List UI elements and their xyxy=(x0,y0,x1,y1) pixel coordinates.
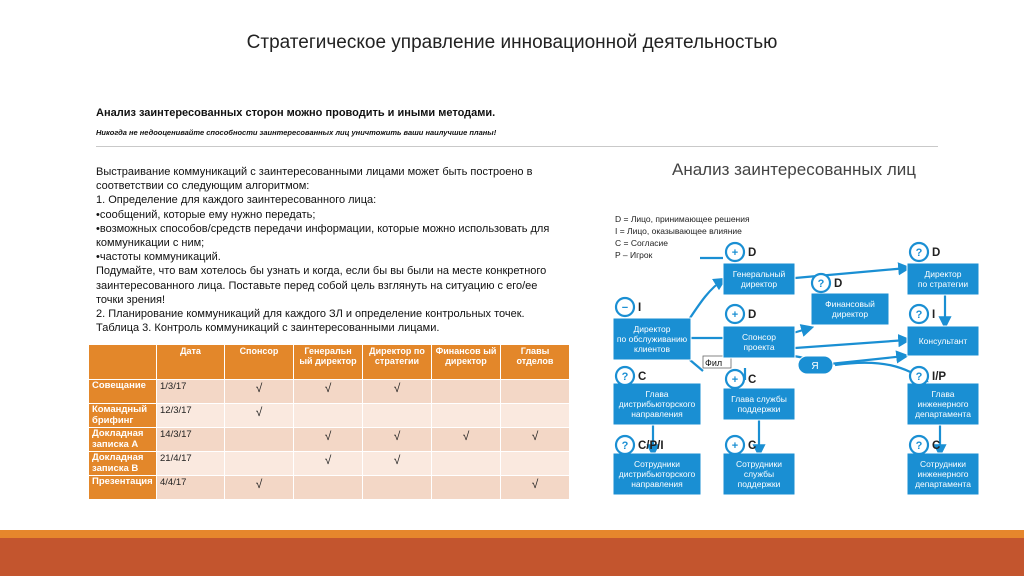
node-label: направления xyxy=(631,479,683,489)
table-row xyxy=(89,476,570,500)
node-label: направления xyxy=(631,409,683,419)
row-header: Докладная записка А xyxy=(89,428,157,452)
node-label: поддержки xyxy=(737,404,781,414)
role-code: I/P xyxy=(932,371,947,383)
check-cell xyxy=(225,428,294,452)
role-code: I xyxy=(638,302,642,314)
stakeholder-node-supp xyxy=(723,370,795,420)
body-line: 2. Планирование коммуникаций для каждого ЗЛ и определение контрольных точек. Таблица 3. Контроль коммуникаций с заинтересованными лицами. xyxy=(96,308,525,335)
node-label: службы xyxy=(743,469,775,479)
node-label: Консультант xyxy=(918,336,968,346)
check-cell xyxy=(363,476,432,500)
role-code: C xyxy=(748,374,757,386)
role-code: D xyxy=(748,309,757,321)
check-cell xyxy=(225,452,294,476)
stance-symbol: − xyxy=(621,302,629,314)
node-label: департамента xyxy=(915,409,971,419)
role-code: C xyxy=(932,440,941,452)
stance-symbol: ? xyxy=(915,440,923,452)
connection-arrow xyxy=(793,328,810,333)
legend-item: I = Лицо, оказывающее влияние xyxy=(615,226,742,236)
node-label: Финансовый xyxy=(825,299,875,309)
node-label: Директор xyxy=(924,269,962,279)
node-label: проекта xyxy=(743,342,775,352)
check-cell xyxy=(294,404,363,428)
node-label: Глава службы xyxy=(731,394,787,404)
check-cell xyxy=(501,452,570,476)
check-cell: √ xyxy=(225,380,294,404)
check-cell: √ xyxy=(294,380,363,404)
table-header: Директор по стратегии xyxy=(363,345,432,380)
node-label: инженерного xyxy=(917,399,969,409)
table-row xyxy=(89,404,570,428)
table-row xyxy=(89,380,570,404)
body-text xyxy=(96,165,566,335)
node-label: Глава xyxy=(645,389,669,399)
check-cell xyxy=(294,476,363,500)
check-cell: √ xyxy=(501,476,570,500)
node-label: Сотрудники xyxy=(735,459,783,469)
body-line: •сообщений, которые ему нужно передать; xyxy=(96,208,316,221)
row-header: Совещание xyxy=(89,380,157,404)
node-label: инженерного xyxy=(917,469,969,479)
node-label: директор xyxy=(831,309,869,319)
legend-item: D = Лицо, принимающее решения xyxy=(615,214,750,224)
check-cell xyxy=(432,404,501,428)
table-header: Финансов ый директор xyxy=(432,345,501,380)
role-code: C xyxy=(748,440,757,452)
stance-symbol: + xyxy=(731,309,739,321)
table-header: Генеральн ый директор xyxy=(294,345,363,380)
table-header: Главы отделов xyxy=(501,345,570,380)
check-cell: √ xyxy=(501,428,570,452)
check-cell: √ xyxy=(294,452,363,476)
lead-text: Анализ заинтересованных сторон можно проводить и иными методами. xyxy=(96,107,496,119)
node-label: Глава xyxy=(931,389,955,399)
connection-arrow xyxy=(690,280,723,318)
row-header: Командный брифинг xyxy=(89,404,157,428)
stakeholder-node-distr xyxy=(613,367,701,425)
node-label: поддержки xyxy=(737,479,781,489)
partial-label: Фил xyxy=(705,358,723,368)
stakeholder-node-fin xyxy=(811,274,889,325)
divider xyxy=(96,146,938,147)
node-label: Генеральный xyxy=(732,269,786,279)
node-label: дистрибьюторского xyxy=(618,469,696,479)
table-row xyxy=(89,452,570,476)
role-code: D xyxy=(834,278,843,290)
stakeholder-node-spon xyxy=(723,305,795,358)
table-header: Дата xyxy=(157,345,225,380)
stance-symbol: ? xyxy=(621,440,629,452)
body-line: Подумайте, что вам хотелось бы узнать и когда, если бы вы были на месте конкретного заинтересованного лица. Поставьте перед собой цель взглянуть на ситуацию с его/ее точки зрения! xyxy=(96,265,547,306)
legend-item: C = Согласие xyxy=(615,238,669,248)
footer-accent-bar xyxy=(0,530,1024,538)
role-code: D xyxy=(748,247,757,259)
check-cell: √ xyxy=(363,452,432,476)
check-cell: √ xyxy=(225,404,294,428)
node-label: Директор xyxy=(633,324,671,334)
warning-note: Никогда не недооценивайте способности заинтересованных лиц уничтожить ваши наилучшие планы! xyxy=(96,128,497,137)
stance-symbol: + xyxy=(731,374,739,386)
body-line: •возможных способов/средств передачи информации, которые можно использовать для коммуникации с ним; xyxy=(96,222,550,250)
date-cell: 14/3/17 xyxy=(157,428,225,452)
communication-table xyxy=(88,344,570,500)
check-cell: √ xyxy=(363,380,432,404)
stance-symbol: ? xyxy=(915,371,923,383)
legend-item: P – Игрок xyxy=(615,250,653,260)
body-line: Выстраивание коммуникаций с заинтересованными лицами может быть построено в соответствии со следующим алгоритмом: xyxy=(96,166,533,193)
node-label: по стратегии xyxy=(917,279,969,289)
node-label: Спонсор xyxy=(742,332,776,342)
diagram-title: Анализ заинтересованных лиц xyxy=(672,160,917,179)
node-label: Сотрудники xyxy=(919,459,967,469)
stance-symbol: + xyxy=(731,440,739,452)
stance-symbol: ? xyxy=(915,309,923,321)
check-cell xyxy=(432,452,501,476)
check-cell xyxy=(501,380,570,404)
footer-bar xyxy=(0,538,1024,576)
stakeholder-node-strat xyxy=(907,243,979,295)
stance-symbol: + xyxy=(731,247,739,259)
check-cell: √ xyxy=(294,428,363,452)
date-cell: 4/4/17 xyxy=(157,476,225,500)
date-cell: 1/3/17 xyxy=(157,380,225,404)
role-code: D xyxy=(932,247,941,259)
page-title: Стратегическое управление инновационной деятельностью xyxy=(246,32,778,53)
node-label: директор xyxy=(740,279,778,289)
node-label: дистрибьюторского xyxy=(618,399,696,409)
role-code: I xyxy=(932,309,936,321)
node-label: клиентов xyxy=(634,344,670,354)
stakeholder-node-cons xyxy=(907,305,979,356)
node-label: по обслуживанию xyxy=(616,334,688,344)
check-cell: √ xyxy=(225,476,294,500)
date-cell: 12/3/17 xyxy=(157,404,225,428)
stance-symbol: ? xyxy=(817,278,825,290)
role-code: C/P/I xyxy=(638,440,664,452)
check-cell: √ xyxy=(432,428,501,452)
node-label: Сотрудники xyxy=(633,459,681,469)
date-cell: 21/4/17 xyxy=(157,452,225,476)
stakeholder-node-engstaff xyxy=(907,436,979,495)
table-header-row xyxy=(89,345,570,380)
connection-arrow xyxy=(795,340,907,348)
stakeholder-node-distrstaff xyxy=(613,436,701,495)
table-header: Спонсор xyxy=(225,345,294,380)
check-cell xyxy=(363,404,432,428)
body-line: 1. Определение для каждого заинтересованного лица: xyxy=(96,194,377,207)
role-code: C xyxy=(638,371,647,383)
connection-arrow xyxy=(795,268,907,278)
table-row xyxy=(89,428,570,452)
check-cell xyxy=(501,404,570,428)
stakeholder-node-eng xyxy=(907,367,979,425)
check-cell xyxy=(432,476,501,500)
check-cell: √ xyxy=(363,428,432,452)
stance-symbol: ? xyxy=(915,247,923,259)
check-cell xyxy=(432,380,501,404)
stakeholder-node-gen xyxy=(723,243,795,295)
stance-symbol: ? xyxy=(621,371,629,383)
body-line: •частоты коммуникаций. xyxy=(96,251,221,264)
stakeholder-node-serv xyxy=(613,298,691,360)
row-header: Презентация xyxy=(89,476,157,500)
node-label: департамента xyxy=(915,479,971,489)
row-header: Докладная записка В xyxy=(89,452,157,476)
center-node-me xyxy=(798,356,833,374)
center-label: Я xyxy=(811,361,819,372)
connection-arrow xyxy=(690,360,703,371)
table-header xyxy=(89,345,157,380)
stakeholder-diagram xyxy=(605,208,995,508)
